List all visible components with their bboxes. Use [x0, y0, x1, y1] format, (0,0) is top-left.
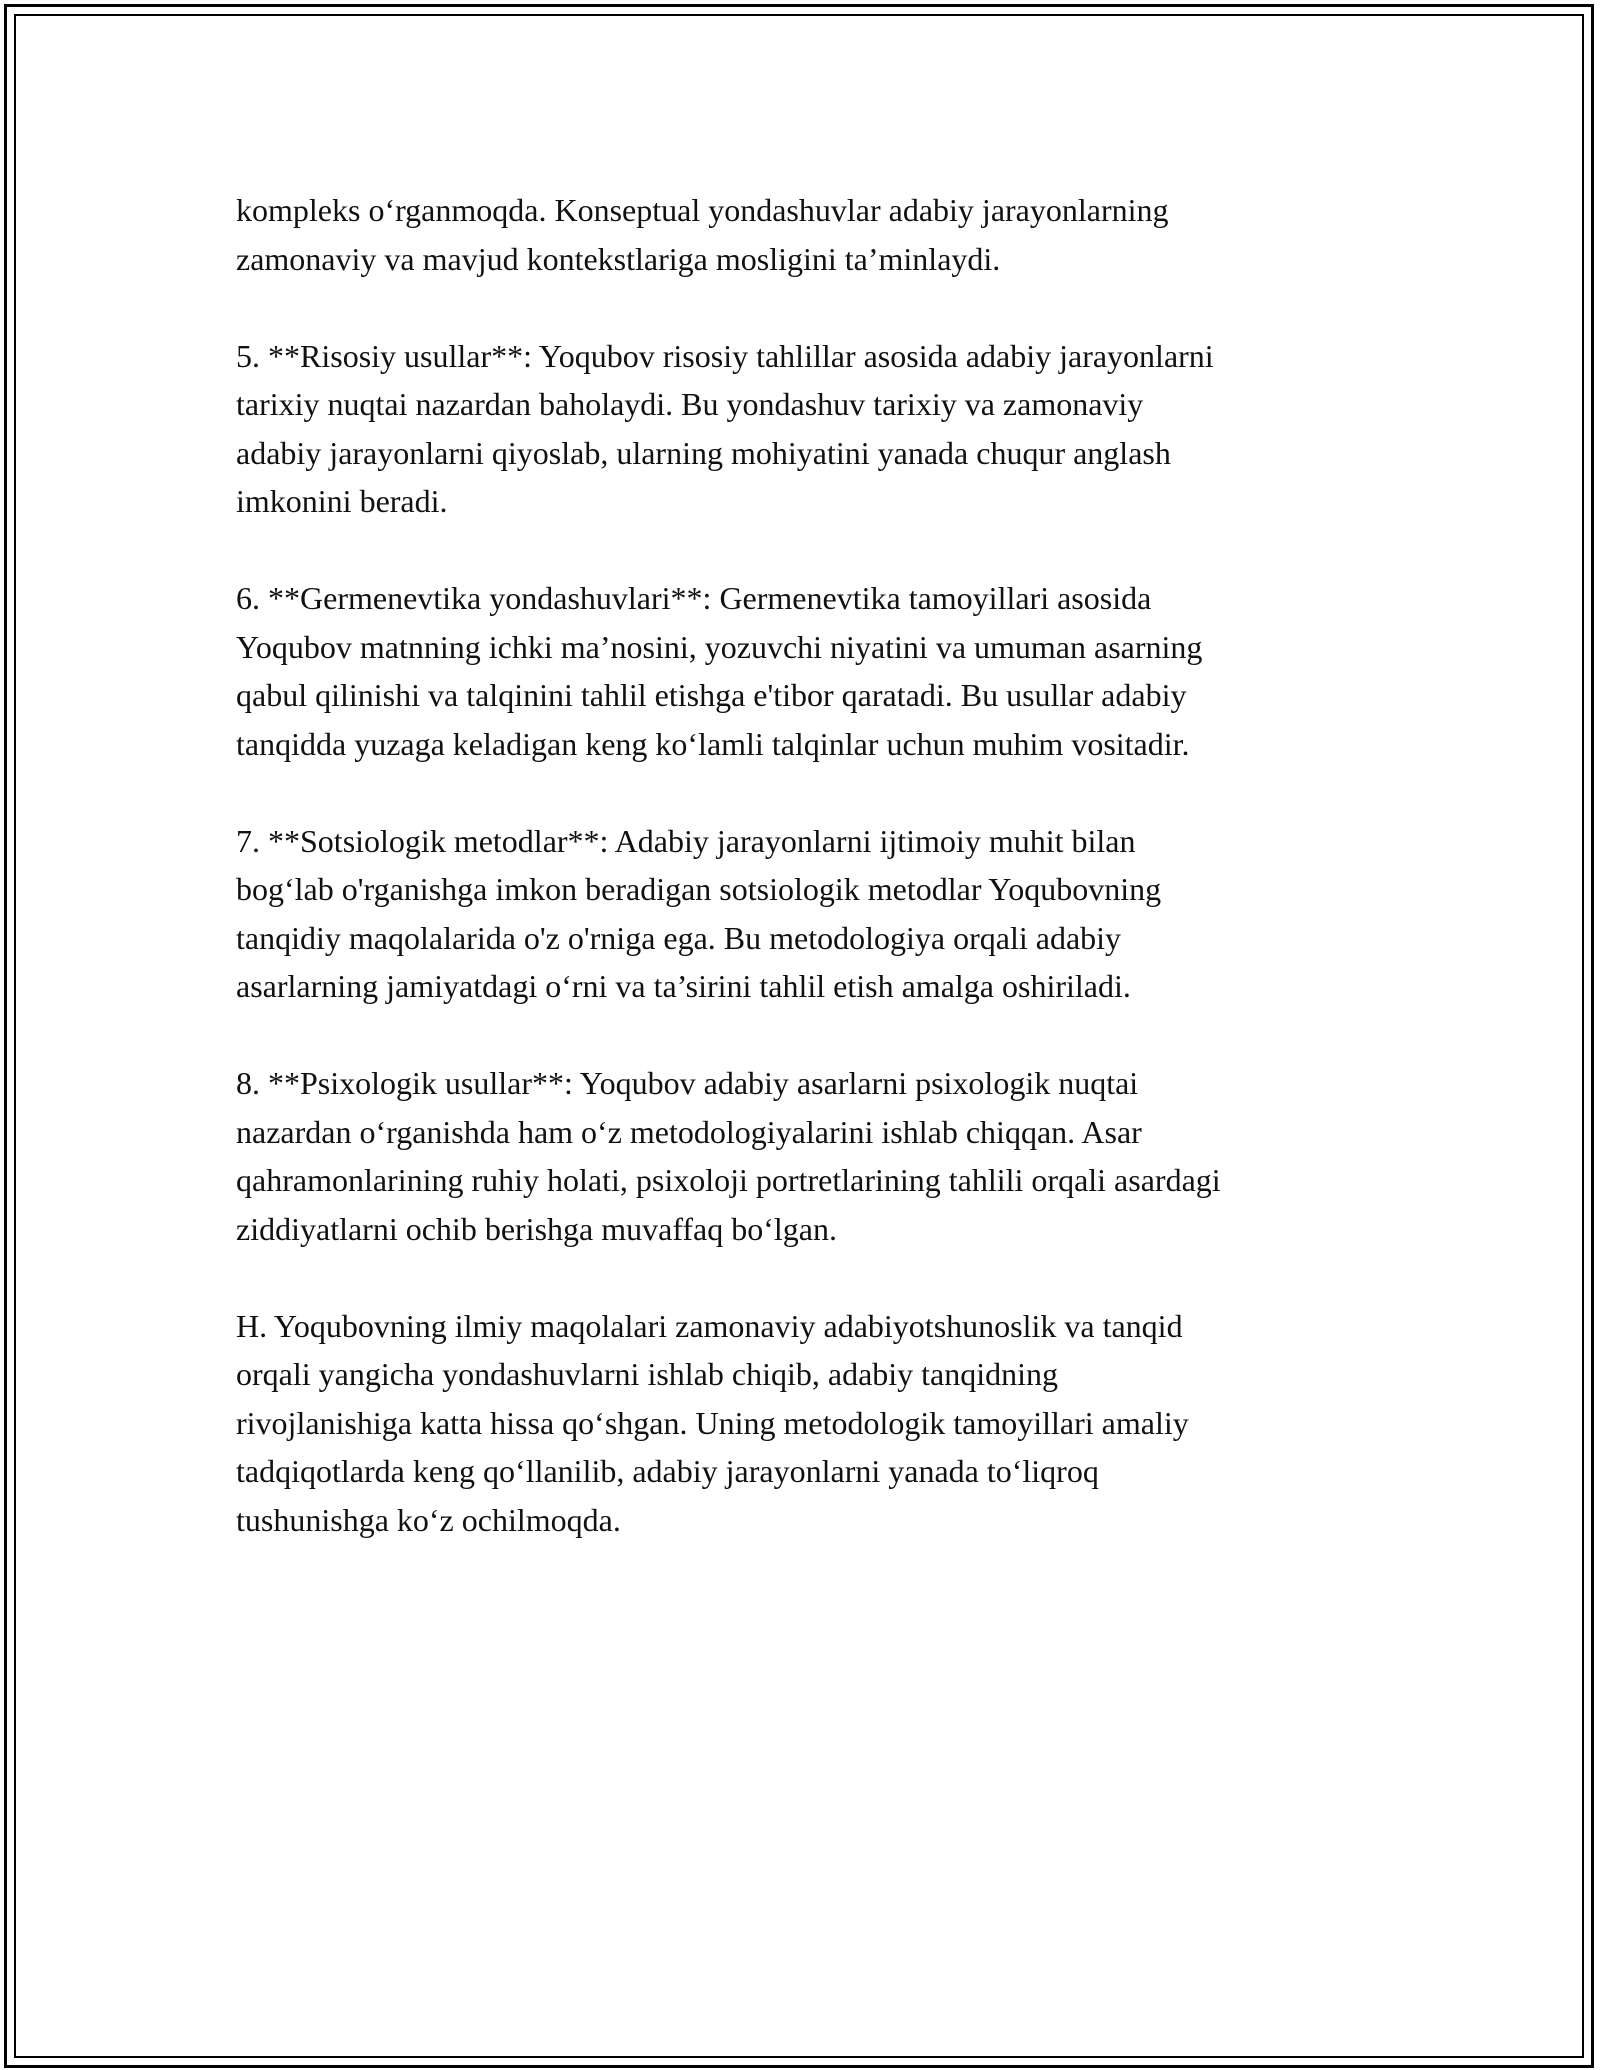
paragraph-item-6: 6. **Germenevtika yondashuvlari**: Germenevtika tamoyillari asosida Yoqubov matnning ichki ma’nosini, yozuvchi niyatini va umuman asarning qabul qilinishi va talqinini tahlil etishga e'tibor qaratadi. Bu usullar adabiy tanqidda yuzaga keladigan keng ko‘lamli talqinlar uchun muhim vositadir. — [236, 580, 1203, 762]
paragraph-continuation: kompleks o‘rganmoqda. Konseptual yondashuvlar adabiy jarayonlarning zamonaviy va mavjud kontekstlariga mosligini ta’minlaydi. — [236, 192, 1169, 277]
paragraph-item-8: 8. **Psixologik usullar**: Yoqubov adabiy asarlarni psixologik nuqtai nazardan o‘rganishda ham o‘z metodologiyalarini ishlab chiqqan. Asar qahramonlarining ruhiy holati, psixoloji portretlarining tahlili orqali asardagi ziddiyatlarni ochib berishga muvaffaq bo‘lgan. — [236, 1065, 1221, 1247]
paragraph-item-7: 7. **Sotsiologik metodlar**: Adabiy jarayonlarni ijtimoiy muhit bilan bog‘lab o'rganishga imkon beradigan sotsiologik metodlar Yoqubovning tanqidiy maqolalarida o'z o'rniga ega. Bu metodologiya orqali adabiy asarlarning jamiyatdagi o‘rni va ta’sirini tahlil etish amalga oshiriladi. — [236, 822, 1162, 1004]
paragraph-conclusion: H. Yoqubovning ilmiy maqolalari zamonaviy adabiyotshunoslik va tanqid orqali yangicha yondashuvlarni ishlab chiqib, adabiy tanqidning rivojlanishiga katta hissa qo‘shgan. Uning metodologik tamoyillari amaliy tadqiqotlarda keng qo‘llanilib, adabiy jarayonlarni yanada to‘liqroq tushunishga ko‘z ochilmoqda. — [236, 1307, 1189, 1538]
paragraph-item-5: 5. **Risosiy usullar**: Yoqubov risosiy tahlillar asosida adabiy jarayonlarni tarixiy nuqtai nazardan baholaydi. Bu yondashuv tarixiy va zamonaviy adabiy jarayonlarni qiyoslab, ularning mohiyatini yanada chuqur anglash imkonini beradi. — [236, 337, 1214, 519]
document-body — [236, 186, 1366, 1593]
